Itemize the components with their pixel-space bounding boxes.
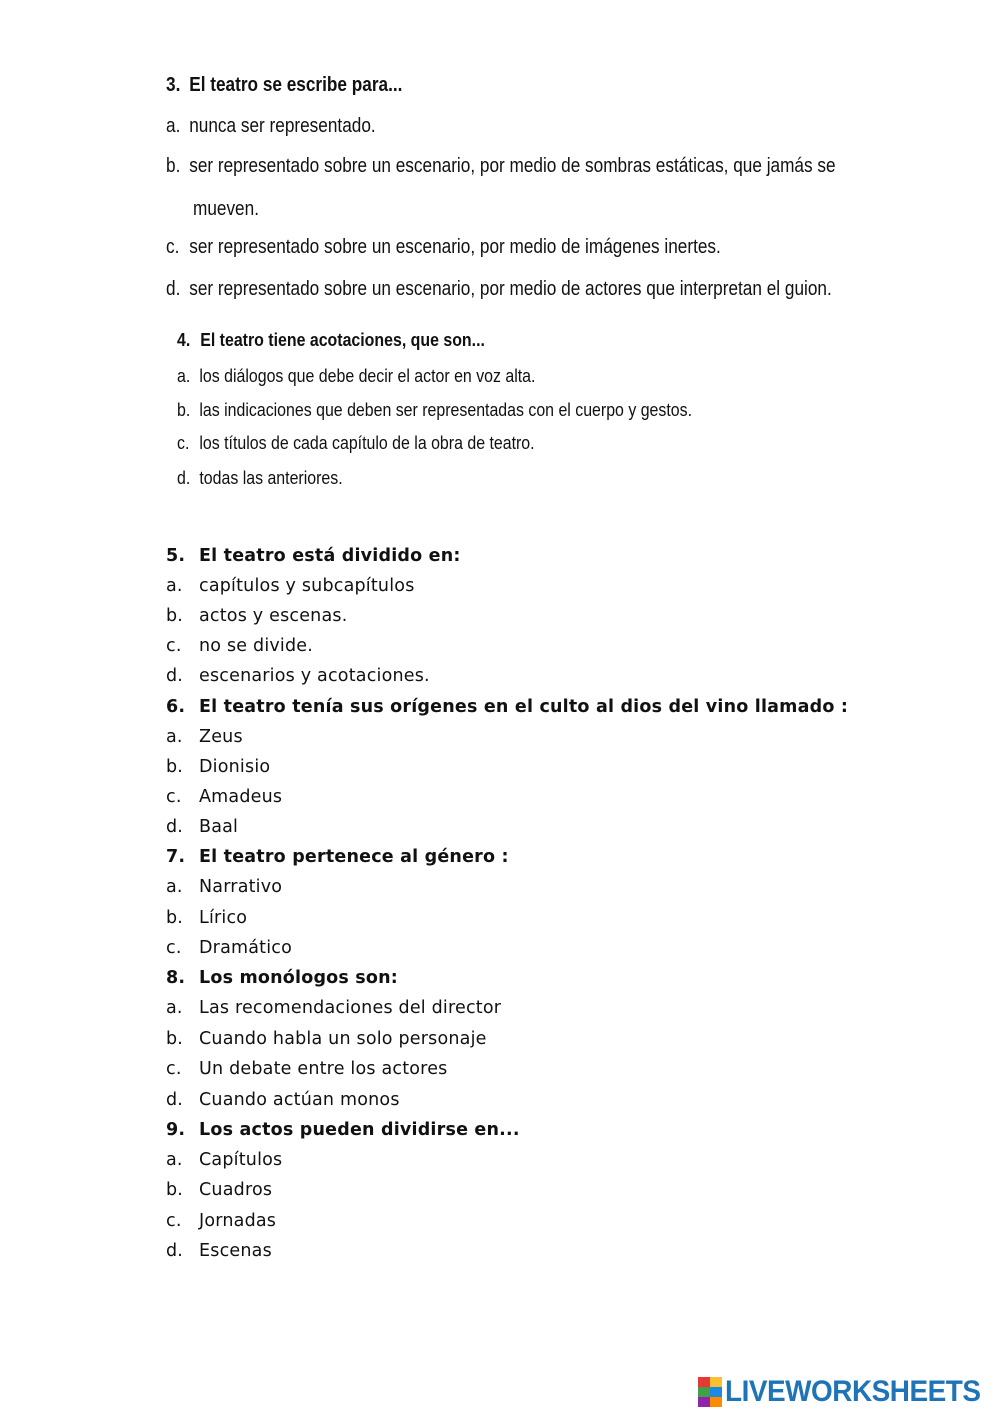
question-4-option-a: a. los diálogos que debe decir el actor en voz alta.: [177, 365, 536, 386]
liveworksheets-logo-icon: [698, 1377, 722, 1407]
question-4-title: 4. El teatro tiene acotaciones, que son...: [177, 329, 485, 350]
question-8-option-b: b. Cuando habla un solo personaje: [166, 1029, 487, 1049]
logo-mark-cell: [710, 1377, 722, 1387]
question-5-title: 5. El teatro está dividido en:: [166, 546, 461, 566]
question-5-option-b: b. actos y escenas.: [166, 606, 348, 626]
question-9-option-a: a. Capítulos: [166, 1150, 283, 1170]
question-7-option-a: a. Narrativo: [166, 877, 283, 897]
question-3-title: 3. El teatro se escribe para...: [166, 74, 403, 96]
question-3-option-b: b. ser representado sobre un escenario, por medio de sombras estáticas, que jamás se: [166, 155, 836, 177]
question-3-option-c: c. ser representado sobre un escenario, por medio de imágenes inertes.: [166, 236, 721, 258]
question-6-option-d: d. Baal: [166, 817, 239, 837]
question-9-option-b: b. Cuadros: [166, 1180, 273, 1200]
logo-mark-cell: [698, 1387, 710, 1397]
question-8-title: 8. Los monólogos son:: [166, 968, 398, 988]
question-9-title: 9. Los actos pueden dividirse en...: [166, 1120, 520, 1140]
question-9-option-c: c. Jornadas: [166, 1211, 277, 1231]
logo-mark-cell: [710, 1397, 722, 1407]
question-5-option-a: a. capítulos y subcapítulos: [166, 576, 415, 596]
question-9-option-d: d. Escenas: [166, 1241, 272, 1261]
question-4-option-c: c. los títulos de cada capítulo de la obra de teatro.: [177, 432, 535, 453]
question-6-title: 6. El teatro tenía sus orígenes en el culto al dios del vino llamado :: [166, 697, 849, 717]
question-5-option-d: d. escenarios y acotaciones.: [166, 666, 430, 686]
question-6-option-b: b. Dionisio: [166, 757, 271, 777]
question-8-option-d: d. Cuando actúan monos: [166, 1090, 400, 1110]
question-4-option-b: b. las indicaciones que deben ser representadas con el cuerpo y gestos.: [177, 399, 693, 420]
question-3-option-d: d. ser representado sobre un escenario, por medio de actores que interpretan el guion.: [166, 278, 832, 300]
question-3-option-a: a. nunca ser representado.: [166, 115, 376, 137]
question-7-option-c: c. Dramático: [166, 938, 293, 958]
logo-mark-cell: [710, 1387, 722, 1397]
logo-mark-cell: [698, 1377, 710, 1387]
question-4-option-d: d. todas las anteriores.: [177, 467, 343, 488]
question-3-option-b-continuation: mueven.: [193, 198, 259, 220]
question-7-option-b: b. Lírico: [166, 908, 248, 928]
liveworksheets-brand-text: LIVEWORKSHEETS: [725, 1375, 981, 1408]
question-6-option-c: c. Amadeus: [166, 787, 283, 807]
logo-mark-cell: [698, 1397, 710, 1407]
question-8-option-a: a. Las recomendaciones del director: [166, 998, 502, 1018]
question-5-option-c: c. no se divide.: [166, 636, 314, 656]
question-7-title: 7. El teatro pertenece al género :: [166, 847, 509, 867]
question-8-option-c: c. Un debate entre los actores: [166, 1059, 448, 1079]
question-6-option-a: a. Zeus: [166, 727, 243, 747]
liveworksheets-logo[interactable]: [698, 1374, 1000, 1410]
